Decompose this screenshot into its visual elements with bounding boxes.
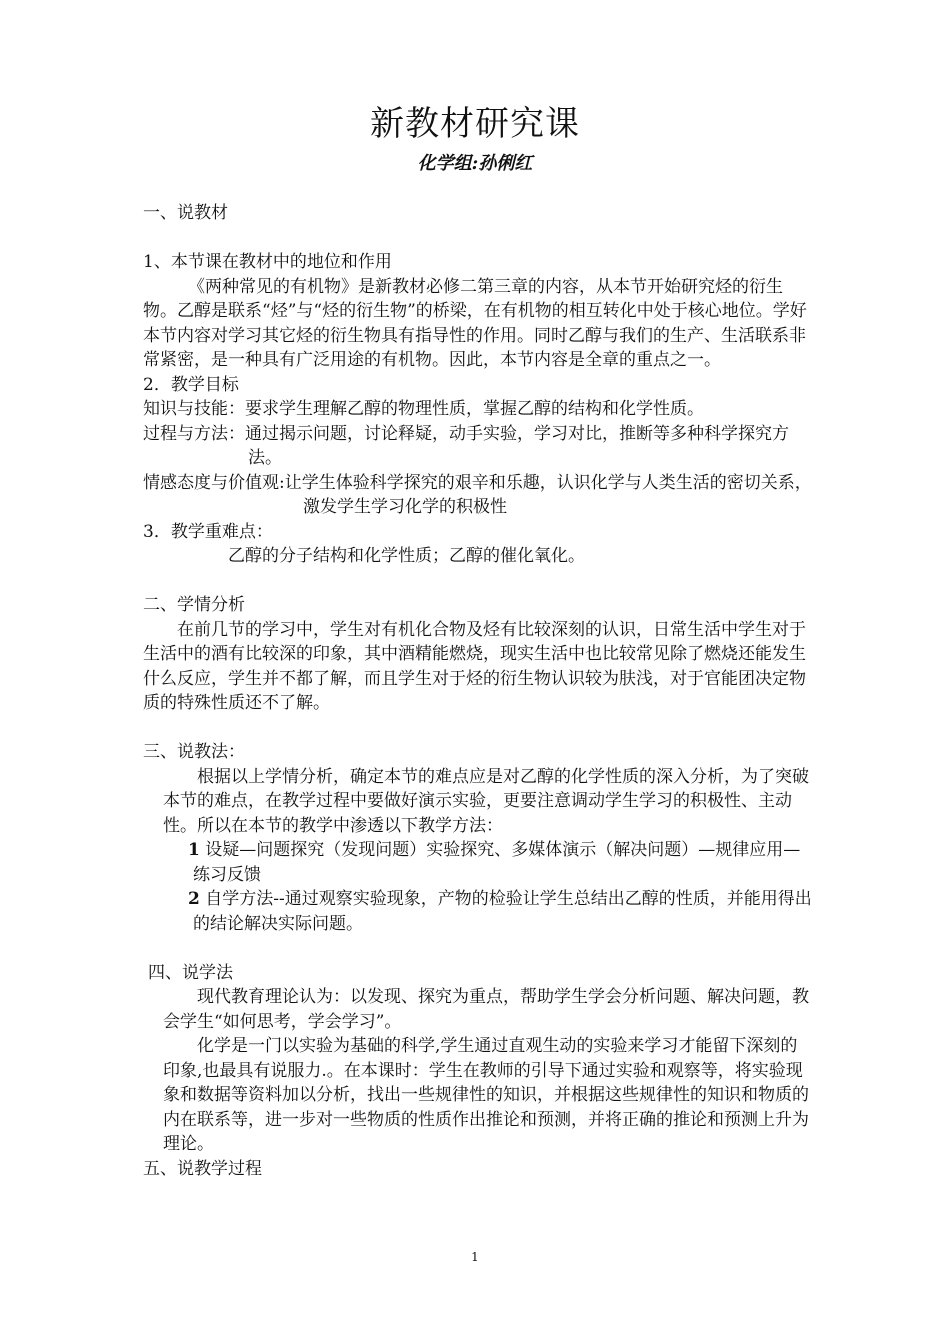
method-item-1: [163, 838, 813, 887]
author-line: 化学组:孙俐红: [417, 153, 533, 174]
subheading-teaching-goals: 2．教学目标: [143, 374, 239, 395]
goal-emotion-values: 情感态度与价值观:让学生体验科学探究的艰辛和乐趣，认识化学与人类生活的密切关系，激发学生学习化学的积极性: [143, 472, 812, 517]
goal-process-method: 过程与方法：通过揭示问题，讨论释疑，动手实验，学习对比，推断等多种科学探究方法。: [143, 423, 789, 468]
paragraph-teaching-methods: 根据以上学情分析，确定本节的难点应是对乙醇的化学性质的深入分析，为了突破本节的难点，在教学过程中要做好演示实验，更要注意调动学生学习的积极性、主动性。所以在本节的教学中渗透以下教学方法：: [163, 766, 809, 836]
method-item-1-text: 设疑—问题探究（发现问题）实验探究、多媒体演示（解决问题）—规律应用—练习反馈: [193, 840, 801, 885]
section-heading-4: 四、说学法: [148, 962, 233, 983]
section-heading-5: 五、说教学过程: [143, 1158, 262, 1179]
document-title: 新教材研究课: [370, 104, 580, 144]
method-item-1-number: 1: [188, 840, 200, 860]
page-number: 1: [471, 1250, 479, 1264]
key-difficulties-text: 乙醇的分子结构和化学性质；乙醇的催化氧化。: [228, 546, 585, 566]
goal-knowledge-skills: 知识与技能：要求学生理解乙醇的物理性质，掌握乙醇的结构和化学性质。: [143, 399, 704, 419]
section-4-body: [143, 985, 813, 1157]
subheading-key-difficulties: 3．教学重难点：: [143, 521, 273, 542]
method-item-2: [163, 887, 813, 936]
method-item-2-text: 自学方法--通过观察实验现象，产物的检验让学生总结出乙醇的性质，并能用得出的结论解决实际问题。: [193, 889, 812, 934]
subheading-position-role: 1、本节课在教材中的地位和作用: [143, 252, 392, 272]
blank-line: [143, 569, 813, 594]
paragraph-student-analysis: 在前几节的学习中，学生对有机化合物及烃有比较深刻的认识，日常生活中学生对于生活中的酒有比较深的印象，其中酒精能燃烧，现实生活中也比较常见除了燃烧还能发生什么反应，学生并不都了解，而且学生对于烃的衍生物认识较为肤浅，对于官能团决定物质的特殊性质还不了解。: [143, 619, 806, 713]
paragraph-learning-theory: 现代教育理论认为：以发现、探究为重点，帮助学生学会分析问题、解决问题，教会学生“如何思考，学会学习”。: [163, 987, 809, 1032]
paragraph-learning-method: 化学是一门以实验为基础的科学,学生通过直观生动的实验来学习才能留下深刻的印象,也最具有说服力.。在本课时：学生在教师的引导下通过实验和观察等，将实验现象和数据等资料加以分析，找出一些规律性的知识，并根据这些规律性的知识和物质的内在联系等，进一步对一些物质的性质作出推论和预测，并将正确的推论和预测上升为理论。: [163, 1036, 809, 1154]
paragraph-position-role: 《两种常见的有机物》是新教材必修二第三章的内容，从本节开始研究烃的衍生物。乙醇是联系“烃”与“烃的衍生物”的桥梁，在有机物的相互转化中处于核心地位。学好本节内容对学习其它烃的衍生物具有指导性的作用。同时乙醇与我们的生产、生活联系非常紧密，是一种具有广泛用途的有机物。因此，本节内容是全章的重点之一。: [143, 276, 807, 370]
section-heading-1: 一、说教材: [143, 203, 228, 223]
section-heading-2: 二、学情分析: [143, 595, 245, 615]
blank-line: [143, 936, 813, 961]
method-item-2-number: 2: [188, 889, 200, 909]
section-3-body: [143, 765, 813, 937]
blank-line: [143, 226, 813, 251]
section-heading-3: 三、说教法：: [143, 742, 245, 762]
document-body: [143, 201, 813, 1181]
blank-line: [143, 716, 813, 741]
